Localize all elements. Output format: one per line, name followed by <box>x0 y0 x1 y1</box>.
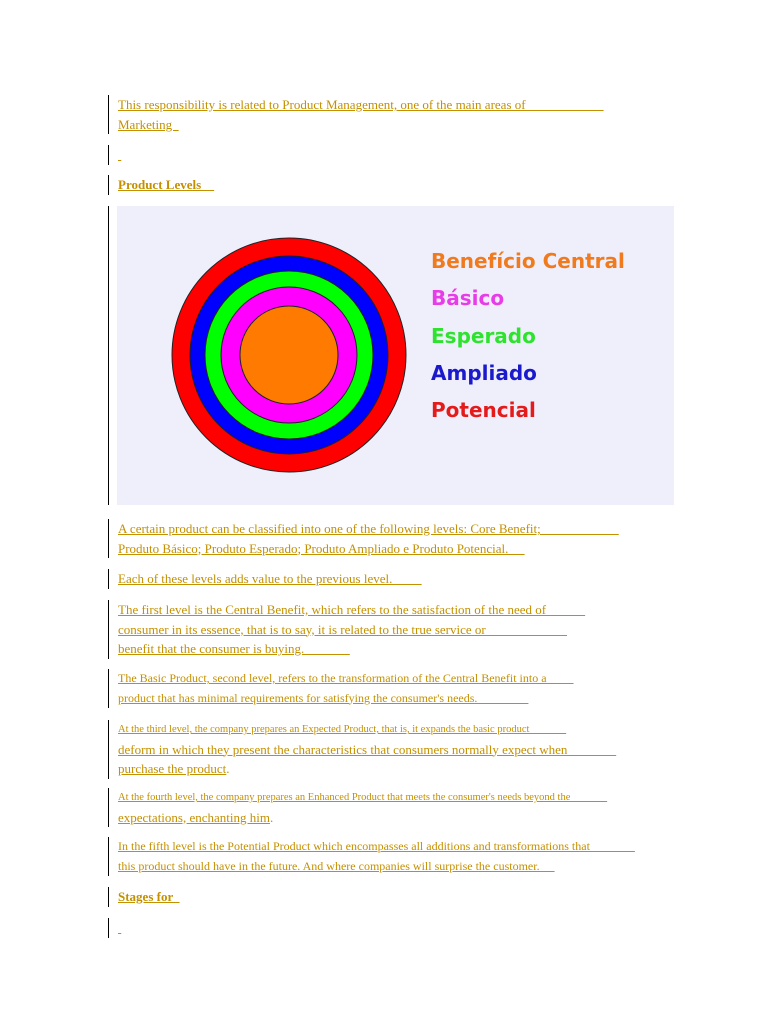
third-level-line-3[interactable]: purchase the product <box>118 761 227 776</box>
third-level-period: . <box>226 761 230 776</box>
legend-beneficio-central: Benefício Central <box>431 249 625 273</box>
product-levels-figure <box>117 206 674 505</box>
intro-line-2[interactable]: Marketing <box>118 116 179 132</box>
first-level-paragraph <box>108 600 585 659</box>
legend-ampliado: Ampliado <box>431 361 537 385</box>
third-level-paragraph <box>108 720 616 779</box>
heading-stages-for[interactable]: Stages for <box>118 889 180 904</box>
spacer-link-2[interactable] <box>118 918 121 938</box>
fourth-level-line-2[interactable]: expectations, enchanting him <box>118 809 270 825</box>
intro-paragraph <box>108 95 604 134</box>
adds-value-line[interactable]: Each of these levels adds value to the previous level. <box>118 571 422 586</box>
figure-bar <box>108 206 109 505</box>
basic-product-line-1[interactable]: The Basic Product, second level, refers to the transformation of the Central Benefit into a <box>118 671 574 685</box>
product-levels-heading <box>108 175 214 195</box>
levels-intro-line-1[interactable]: A certain product can be classified into one of the following levels: Core Benefit; <box>118 521 619 536</box>
first-level-line-2[interactable]: consumer in its essence, that is to say, it is related to the true service or <box>118 621 567 637</box>
legend-potencial: Potencial <box>431 398 536 422</box>
fifth-level-line-1[interactable]: In the fifth level is the Potential Product which encompasses all additions and transformations that <box>118 839 635 853</box>
third-level-line-2[interactable]: deform in which they present the characteristics that consumers normally expect when <box>118 741 617 757</box>
stages-heading <box>108 887 180 907</box>
third-level-line-3-wrap <box>118 759 616 779</box>
first-level-line-3[interactable]: benefit that the consumer is buying. <box>118 641 350 656</box>
first-level-line-1[interactable]: The first level is the Central Benefit, which refers to the satisfaction of the need of <box>118 602 586 617</box>
fourth-level-period: . <box>269 809 274 825</box>
legend-basico: Básico <box>431 286 505 310</box>
heading-product-levels[interactable]: Product Levels <box>118 177 215 192</box>
adds-value-paragraph <box>108 569 422 589</box>
spacer-paragraph-2 <box>108 918 121 938</box>
spacer-paragraph-1 <box>108 145 121 165</box>
ring-beneficio-central <box>240 306 338 404</box>
third-level-line-1[interactable]: At the third level, the company prepares an Expected Product, that is, it expands the basic product <box>118 724 567 735</box>
fourth-level-paragraph <box>108 788 607 827</box>
fifth-level-paragraph <box>108 837 635 876</box>
fifth-level-line-2[interactable]: this product should have in the future. And where companies will surprise the customer. <box>118 858 555 873</box>
intro-line-1[interactable]: This responsibility is related to Product Management, one of the main areas of <box>118 97 604 112</box>
fourth-level-line-2-wrap <box>118 808 607 828</box>
legend-esperado: Esperado <box>431 324 536 348</box>
basic-product-paragraph <box>108 669 574 708</box>
fourth-level-line-1[interactable]: At the fourth level, the company prepares an Enhanced Product that meets the consumer's needs beyond the <box>118 792 608 803</box>
levels-intro-line-2[interactable]: Produto Básico; Produto Esperado; Produto Ampliado e Produto Potencial. <box>118 540 525 556</box>
levels-intro-paragraph <box>108 519 619 558</box>
spacer-link-1[interactable] <box>118 145 121 165</box>
basic-product-line-2[interactable]: product that has minimal requirements for satisfying the consumer's needs. <box>118 690 529 705</box>
